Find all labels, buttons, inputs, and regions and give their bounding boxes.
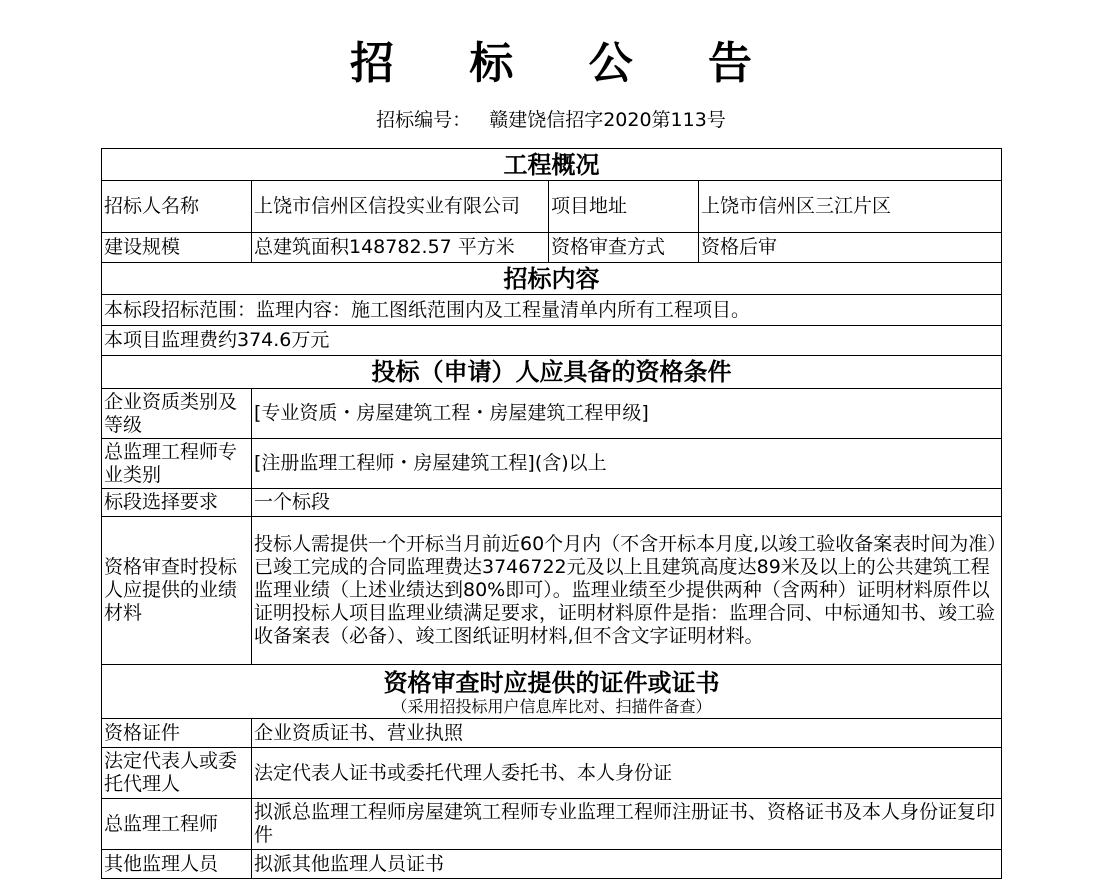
table-row [102,748,1002,799]
certificate-value: 企业资质证书、营业执照 [252,719,1002,748]
certificate-label: 法定代表人或委托代理人 [102,748,252,799]
certificate-value: 拟派其他监理人员证书 [252,850,1002,879]
certificate-label: 总监理工程师 [102,799,252,850]
tenderer-value: 上饶市信州区信投实业有限公司 [252,181,549,233]
table-row [102,295,1002,326]
table-row [102,850,1002,879]
qualification-value: [专业资质・房屋建筑工程・房屋建筑工程甲级] [252,389,1002,439]
document-title: 招 标 公 告 [350,38,782,89]
scale-label: 建设规模 [102,233,252,263]
certificates-subheading: （采用招投标用户信息库比对、扫描件备查） [391,696,712,716]
table-row [102,439,1002,489]
section-heading-qualifications: 投标（申请）人应具备的资格条件 [102,356,1002,389]
qualification-label: 标段选择要求 [102,489,252,517]
section-header-row [102,356,1002,389]
section-header-row [102,263,1002,295]
notice-table [101,148,1002,879]
table-row [102,489,1002,517]
section-heading-content: 招标内容 [102,263,1002,295]
table-row [102,517,1002,665]
review-method-label: 资格审查方式 [549,233,699,263]
address-value: 上饶市信州区三江片区 [699,181,1002,233]
scope-text: 本标段招标范围：监理内容：施工图纸范围内及工程量清单内所有工程项目。 [102,295,1002,326]
qualification-label: 总监理工程师专业类别 [102,439,252,489]
section-heading-overview: 工程概况 [102,149,1002,181]
qualification-label: 企业资质类别及等级 [102,389,252,439]
table-row [102,181,1002,233]
review-method-value: 资格后审 [699,233,1002,263]
table-row [102,233,1002,263]
certificate-label: 资格证件 [102,719,252,748]
fee-text: 本项目监理费约374.6万元 [102,326,1002,356]
certificate-value: 拟派总监理工程师房屋建筑工程师专业监理工程师注册证书、资格证书及本人身份证复印件 [252,799,1002,850]
qualification-value: [注册监理工程师・房屋建筑工程](含)以上 [252,439,1002,489]
section-header-row [102,149,1002,181]
table-row [102,719,1002,748]
table-row [102,799,1002,850]
bid-number [0,106,1102,134]
qualification-value: 一个标段 [252,489,1002,517]
table-row [102,326,1002,356]
section-heading-certificates [102,665,1002,719]
certificate-label: 其他监理人员 [102,850,252,879]
table-row [102,389,1002,439]
address-label: 项目地址 [549,181,699,233]
bid-number-value: 赣建饶信招字2020第113号 [489,109,726,131]
bid-number-label: 招标编号： [376,109,472,131]
section-header-row [102,665,1002,719]
tenderer-label: 招标人名称 [102,181,252,233]
certificate-value: 法定代表人证书或委托代理人委托书、本人身份证 [252,748,1002,799]
qualification-label: 资格审查时投标人应提供的业绩材料 [102,517,252,665]
scale-value: 总建筑面积148782.57 平方米 [252,233,549,263]
certificates-heading-text: 资格审查时应提供的证件或证书 [383,668,720,697]
qualification-value: 投标人需提供一个开标当月前近60个月内（不含开标本月度,以竣工验收备案表时间为准）已竣工完成的合同监理费达3746722元及以上且建筑高度达89米及以上的公共建筑工程监理业绩（上述业绩达到80%即可）。监理业绩至少提供两种（含两种）证明材料原件以证明投标人项目监理业绩满足要求，证明材料原件是指：监理合同、中标通知书、竣工验收备案表（必备）、竣工图纸证明材料,但不含文字证明材料。 [252,517,1002,665]
